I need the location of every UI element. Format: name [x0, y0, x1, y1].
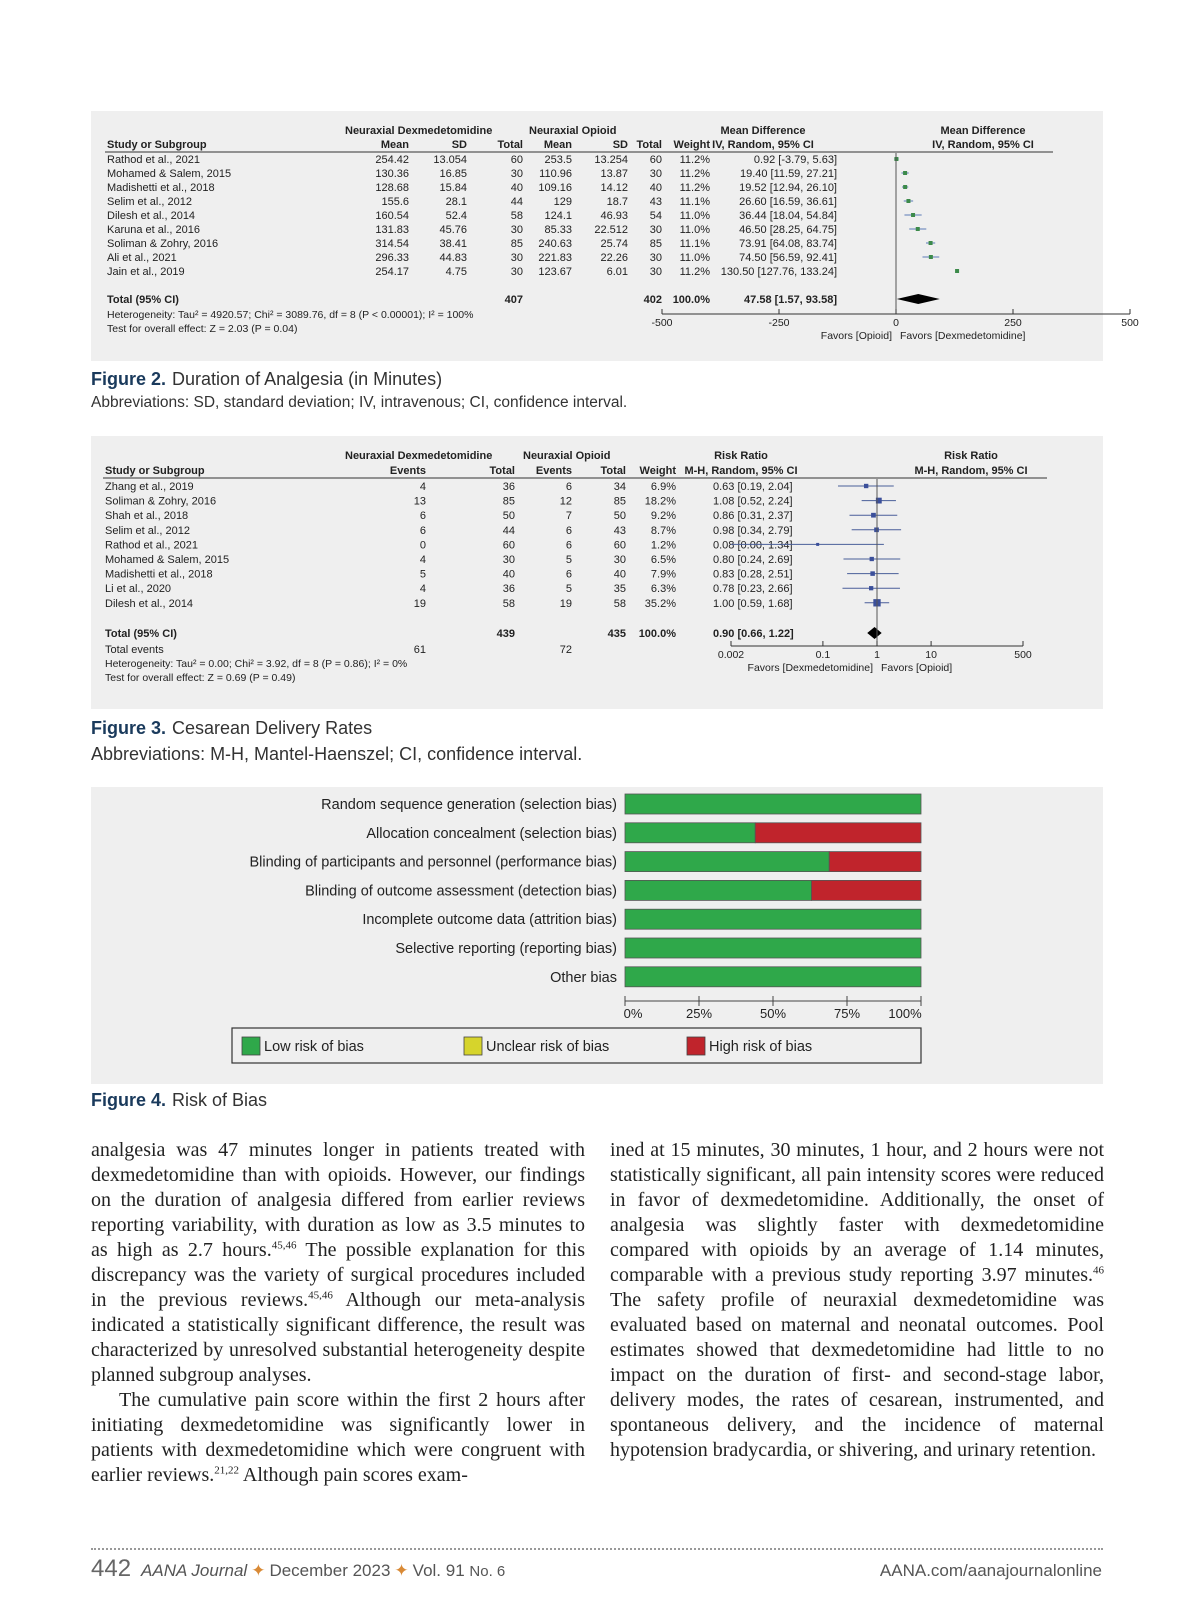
point-estimate: [955, 269, 959, 273]
table-cell: 85: [649, 238, 662, 250]
table-cell: 7.9%: [650, 568, 676, 581]
table-cell: 14.12: [600, 182, 628, 194]
page-number: 442: [91, 1555, 132, 1582]
table-cell: 35: [613, 583, 626, 596]
table-cell: 7: [565, 510, 572, 523]
figure-2-label: Figure 2.: [91, 369, 167, 389]
total-label: Total (95% CI): [105, 628, 177, 640]
table-cell: 8.7%: [650, 524, 676, 537]
table-cell: 5: [419, 568, 426, 581]
total-events-label: Total events: [105, 644, 164, 656]
table-cell: 109.16: [538, 182, 572, 194]
table-cell: 13.254: [594, 154, 628, 166]
table-cell: 25.74: [600, 238, 628, 250]
figure-2-forest-plot: [91, 111, 1139, 361]
table-cell: 296.33: [375, 252, 409, 264]
total-n1: 439: [496, 628, 515, 640]
table-cell: 6: [565, 539, 572, 552]
table-cell: 160.54: [375, 210, 409, 222]
overall-effect-stat: Test for overall effect: Z = 0.69 (P = 0.49): [105, 672, 296, 684]
table-cell: 4.75: [445, 266, 467, 278]
column-header: SD: [612, 139, 628, 151]
effect-cell: 74.50 [56.59, 92.41]: [739, 252, 837, 264]
point-estimate: [869, 586, 873, 590]
effect-cell: 130.50 [127.76, 133.24]: [720, 266, 837, 278]
effect-header: Risk Ratio: [714, 450, 768, 462]
journal-name: AANA Journal: [141, 1561, 248, 1580]
footer-url: AANA.com/aanajournalonline: [879, 1561, 1102, 1580]
figure-2-abbreviations: Abbreviations: SD, standard deviation; IV, intravenous; CI, confidence interval.: [91, 394, 628, 411]
figure-3-forest-plot: [91, 436, 1103, 709]
bar-segment: [625, 909, 921, 929]
table-cell: 44: [502, 524, 515, 537]
total-events-2: 72: [559, 644, 572, 656]
body-paragraph: [91, 1138, 585, 1388]
table-cell: 40: [502, 568, 515, 581]
effect-cell: 1.00 [0.59, 1.68]: [713, 597, 793, 610]
table-cell: 85: [510, 238, 523, 250]
x-tick-label: 1: [874, 649, 880, 661]
column-header: Total: [636, 139, 662, 151]
effect-cell: 46.50 [28.25, 64.75]: [739, 224, 837, 236]
total-weight: 100.0%: [672, 294, 710, 306]
column-header: SD: [451, 139, 467, 151]
table-cell: 46.93: [600, 210, 628, 222]
table-cell: 5: [565, 583, 572, 596]
table-cell: 40: [510, 182, 523, 194]
x-tick-label: 0%: [623, 1006, 643, 1021]
table-cell: 11.2%: [679, 182, 710, 194]
table-cell: 131.83: [375, 224, 409, 236]
x-tick-label: 50%: [759, 1006, 787, 1021]
overall-effect-stat: Test for overall effect: Z = 2.03 (P = 0.04): [107, 323, 298, 335]
point-estimate: [903, 171, 907, 175]
figure-3-title: Cesarean Delivery Rates: [172, 718, 373, 738]
table-cell: 30: [510, 252, 523, 264]
point-estimate: [870, 557, 874, 561]
figure-4-svg: [91, 787, 1103, 1084]
table-cell: 6: [419, 524, 426, 537]
column-header: Total: [497, 139, 523, 151]
citation: 45,46: [271, 1239, 297, 1252]
table-cell: 52.4: [445, 210, 467, 222]
effect-cell: 36.44 [18.04, 54.84]: [739, 210, 837, 222]
table-cell: 58: [502, 597, 515, 610]
category-label: Selective reporting (reporting bias): [395, 941, 617, 957]
table-cell: 254.42: [375, 154, 409, 166]
body-paragraph: [91, 1388, 585, 1488]
table-cell: 253.5: [544, 154, 572, 166]
table-cell: Soliman & Zohry, 2016: [105, 495, 217, 508]
heterogeneity-stat: Heterogeneity: Tau² = 0.00; Chi² = 3.92, df = 8 (P = 0.86); I² = 0%: [105, 658, 408, 670]
table-cell: 40: [649, 182, 662, 194]
effect-cell: 0.78 [0.23, 2.66]: [713, 583, 793, 596]
table-cell: Mohamed & Salem, 2015: [107, 168, 232, 180]
bar-segment: [625, 938, 921, 958]
x-tick-label: 0.1: [815, 649, 831, 661]
point-estimate: [871, 513, 876, 518]
text-run: Although pain scores exam-: [239, 1464, 468, 1486]
column-header: Mean: [543, 139, 572, 151]
column-header: Study or Subgroup: [105, 465, 205, 477]
table-cell: 19: [559, 597, 572, 610]
category-label: Other bias: [550, 969, 617, 986]
table-cell: 18.7: [606, 196, 628, 208]
table-cell: 11.0%: [679, 252, 710, 264]
effect-cell: 19.52 [12.94, 26.10]: [739, 182, 837, 194]
table-cell: 30: [510, 168, 523, 180]
table-cell: 43: [613, 524, 626, 537]
table-cell: 30: [510, 224, 523, 236]
table-cell: 35.2%: [644, 597, 676, 610]
table-cell: 34: [613, 481, 626, 493]
favors-left: Favors [Dexmedetomidine]: [747, 662, 873, 674]
effect-cell: 0.83 [0.28, 2.51]: [713, 568, 793, 581]
group-header: Neuraxial Opioid: [529, 125, 617, 137]
table-cell: Dilesh et al., 2014: [105, 597, 194, 610]
total-weight: 100.0%: [638, 628, 676, 640]
table-cell: Li et al., 2020: [105, 583, 172, 596]
table-cell: 240.63: [538, 238, 572, 250]
total-effect: 47.58 [1.57, 93.58]: [744, 294, 837, 306]
table-cell: Rathod et al., 2021: [107, 154, 200, 166]
table-cell: 11.2%: [679, 154, 710, 166]
column-header: Study or Subgroup: [107, 139, 207, 151]
total-label: Total (95% CI): [107, 294, 179, 306]
table-cell: 5: [565, 554, 572, 566]
x-tick-label: 0.002: [717, 649, 745, 661]
table-cell: 22.26: [600, 252, 628, 264]
table-cell: 9.2%: [650, 510, 676, 523]
summary-diamond: [867, 627, 881, 639]
table-cell: 30: [502, 554, 515, 566]
table-cell: 36: [502, 583, 515, 596]
table-cell: Rathod et al., 2021: [105, 539, 198, 552]
table-cell: 6: [419, 510, 426, 523]
table-cell: 60: [510, 154, 523, 166]
effect-cell: 1.08 [0.52, 2.24]: [713, 495, 793, 508]
table-cell: 130.36: [375, 168, 409, 180]
table-cell: 13.054: [433, 154, 467, 166]
figure-2-title: Duration of Analgesia (in Minutes): [172, 369, 443, 389]
x-tick-label: 250: [1004, 317, 1022, 329]
table-cell: 50: [613, 510, 626, 523]
table-cell: 60: [502, 539, 515, 552]
effect-cell: 0.98 [0.34, 2.79]: [713, 524, 793, 537]
point-estimate: [911, 213, 915, 217]
table-cell: Karuna et al., 2016: [107, 224, 200, 236]
table-cell: Selim et al., 2012: [107, 196, 192, 208]
table-cell: 38.41: [439, 238, 467, 250]
text-run: The possible explanation for this discrepancy was the variety of surgical procedures included in the previous reviews.: [91, 1239, 585, 1311]
effect-header: IV, Random, 95% CI: [712, 139, 814, 151]
citation: 21,22: [214, 1464, 240, 1477]
total-n1: 407: [504, 294, 523, 306]
effect-cell: 0.86 [0.31, 2.37]: [713, 510, 793, 523]
text-run: analgesia was 47 minutes longer in patients treated with dexmedetomidine than with opioids. However, our findings on the duration of analgesia differed from earlier reviews reporting variability, with duration as low as 3.5 minutes to as high as 2.7 hours.: [91, 1139, 585, 1261]
total-n2: 402: [643, 294, 662, 306]
legend-swatch: [687, 1037, 705, 1055]
point-estimate: [929, 241, 933, 245]
table-cell: 11.2%: [679, 168, 710, 180]
x-tick-label: -500: [651, 317, 673, 329]
effect-cell: 0.63 [0.19, 2.04]: [713, 481, 793, 493]
diamond-icon: ✦: [251, 1561, 266, 1580]
table-cell: 30: [649, 252, 662, 264]
favors-right: Favors [Dexmedetomidine]: [900, 330, 1026, 342]
table-cell: 60: [613, 539, 626, 552]
group-header: Neuraxial Opioid: [523, 450, 611, 462]
bar-segment: [625, 852, 829, 872]
table-cell: 11.0%: [679, 224, 710, 236]
point-estimate: [903, 185, 907, 189]
table-cell: Dilesh et al., 2014: [107, 210, 196, 222]
footer-left: [91, 1555, 505, 1583]
table-cell: 6.9%: [650, 481, 676, 493]
table-cell: Selim et al., 2012: [105, 524, 190, 537]
x-tick-label: 75%: [833, 1006, 861, 1021]
figure-4-risk-of-bias-chart: [91, 787, 1103, 1084]
table-cell: 44.83: [439, 252, 467, 264]
table-cell: 44: [510, 196, 523, 208]
table-cell: 12: [559, 495, 572, 508]
column-header: Events: [389, 465, 426, 477]
legend-label: Unclear risk of bias: [486, 1039, 610, 1055]
table-cell: 18.2%: [644, 495, 676, 508]
column-header: Weight: [639, 465, 676, 477]
table-cell: 85.33: [544, 224, 572, 236]
table-cell: Madishetti et al., 2018: [107, 182, 215, 194]
table-cell: 30: [649, 224, 662, 236]
figure-2-svg: [91, 111, 1139, 361]
plot-header: M-H, Random, 95% CI: [914, 465, 1028, 477]
x-tick-label: 100%: [888, 1006, 922, 1021]
figure-3-caption: [91, 718, 372, 739]
point-estimate: [864, 484, 868, 488]
effect-cell: 19.40 [11.59, 27.21]: [739, 168, 837, 180]
x-tick-label: -250: [768, 317, 790, 329]
table-cell: 85: [502, 495, 515, 508]
total-n2: 435: [607, 628, 626, 640]
effect-cell: 0.08 [0.00, 1.34]: [713, 539, 793, 552]
bar-segment: [829, 852, 921, 872]
issue-number: No. 6: [469, 1563, 506, 1580]
table-cell: Soliman & Zohry, 2016: [107, 238, 219, 250]
table-cell: 11.2%: [679, 266, 710, 278]
group-header: Neuraxial Dexmedetomidine: [345, 125, 493, 137]
text-run: The cumulative pain score within the first 2 hours after initiating dexmedetomidine was significantly lower in patients with dexmedetomidine which were congruent with earlier reviews.: [91, 1389, 585, 1486]
category-label: Allocation concealment (selection bias): [366, 825, 617, 842]
bar-segment: [625, 880, 811, 900]
x-tick-label: 25%: [685, 1006, 713, 1021]
citation: 45,46: [308, 1289, 333, 1302]
plot-header: Risk Ratio: [944, 450, 998, 462]
table-cell: 254.17: [375, 266, 409, 278]
table-cell: 54: [649, 210, 662, 222]
x-tick-label: 0: [893, 317, 899, 329]
favors-left: Favors [Opioid]: [820, 330, 892, 342]
x-tick-label: 10: [925, 649, 937, 661]
table-cell: 28.1: [445, 196, 467, 208]
effect-cell: 0.80 [0.24, 2.69]: [713, 554, 793, 566]
figure-3-abbreviations: Abbreviations: M-H, Mantel-Haenszel; CI, confidence interval.: [91, 744, 583, 764]
table-cell: 6: [565, 524, 572, 537]
figure-4-title: Risk of Bias: [172, 1090, 268, 1110]
citation: 46: [1093, 1264, 1104, 1277]
column-header: Events: [535, 465, 572, 477]
table-cell: 11.1%: [679, 196, 710, 208]
legend-swatch: [464, 1037, 482, 1055]
table-cell: 13: [413, 495, 426, 508]
table-cell: 15.84: [439, 182, 467, 194]
x-tick-label: 500: [1014, 649, 1032, 661]
point-estimate: [929, 255, 933, 259]
table-cell: Mohamed & Salem, 2015: [105, 554, 230, 566]
x-tick-label: 500: [1121, 317, 1139, 329]
effect-cell: 73.91 [64.08, 83.74]: [739, 238, 837, 250]
body-paragraph: [610, 1138, 1104, 1463]
table-cell: 314.54: [375, 238, 409, 250]
point-estimate: [906, 199, 910, 203]
bar-segment: [811, 880, 921, 900]
legend-label: High risk of bias: [709, 1039, 813, 1055]
table-cell: 58: [510, 210, 523, 222]
table-cell: 110.96: [539, 168, 572, 180]
table-cell: 6.01: [606, 266, 628, 278]
bar-segment: [755, 823, 921, 843]
volume: Vol. 91: [412, 1561, 465, 1580]
point-estimate: [816, 543, 819, 546]
point-estimate: [870, 571, 875, 576]
table-cell: 1.2%: [650, 539, 676, 552]
text-run: ined at 15 minutes, 30 minutes, 1 hour, and 2 hours were not statistically significant, all pain intensity scores were reduced in favor of dexmedetomidine. Additionally, the onset of analgesia was slightly faster with dexmedetomidine compared with opioids by an average of 1.14 minutes, comparable with a previous study reporting 3.97 minutes.: [610, 1139, 1104, 1286]
table-cell: 155.6: [381, 196, 409, 208]
table-cell: 6: [565, 568, 572, 581]
table-cell: 221.83: [538, 252, 572, 264]
category-label: Incomplete outcome data (attrition bias): [362, 912, 617, 929]
diamond-icon: ✦: [394, 1561, 409, 1580]
table-cell: 45.76: [439, 224, 467, 236]
bar-segment: [625, 967, 921, 987]
figure-3-svg: [91, 436, 1103, 709]
table-cell: 60: [649, 154, 662, 166]
table-cell: 0: [419, 539, 426, 552]
column-header: Total: [489, 465, 515, 477]
table-cell: Shah et al., 2018: [105, 510, 189, 523]
table-cell: 16.85: [439, 168, 467, 180]
table-cell: 50: [502, 510, 515, 523]
text-run: The safety profile of neuraxial dexmedetomidine was evaluated based on maternal and neonatal outcomes. Pool estimates showed that dexmedetomidine had little to no impact on the duration of first- and second-stage labor, delivery modes, the rates of cesarean, instrumented, and spontaneous delivery, and the incidence of maternal hypotension bradycardia, or shivering, and urinary retention.: [610, 1289, 1104, 1461]
point-estimate: [916, 227, 920, 231]
figure-4-caption: [91, 1090, 267, 1111]
table-cell: 43: [649, 196, 662, 208]
body-left-column: [91, 1138, 585, 1488]
table-cell: 22.512: [594, 224, 628, 236]
total-events-1: 61: [413, 644, 426, 656]
body-right-column: [610, 1138, 1104, 1463]
table-cell: 58: [613, 597, 626, 610]
summary-diamond: [897, 294, 940, 304]
table-cell: 11.1%: [679, 238, 710, 250]
table-cell: 128.68: [375, 182, 409, 194]
figure-4-label: Figure 4.: [91, 1090, 167, 1110]
table-cell: 4: [419, 583, 426, 596]
column-header: Total: [600, 465, 626, 477]
effect-cell: 26.60 [16.59, 36.61]: [739, 196, 837, 208]
table-cell: 6: [565, 481, 572, 493]
table-cell: 11.0%: [679, 210, 710, 222]
group-header: Neuraxial Dexmedetomidine: [345, 450, 493, 462]
table-cell: 85: [613, 495, 626, 508]
category-label: Blinding of participants and personnel (performance bias): [249, 854, 617, 871]
table-cell: 30: [510, 266, 523, 278]
table-cell: 4: [419, 554, 426, 566]
plot-header: IV, Random, 95% CI: [932, 139, 1034, 151]
plot-header: Mean Difference: [940, 125, 1026, 137]
footer-divider: [91, 1548, 1103, 1550]
figure-3-label: Figure 3.: [91, 718, 167, 738]
bar-segment: [625, 794, 921, 814]
effect-header: Mean Difference: [720, 125, 806, 137]
figure-2-caption: [91, 369, 442, 390]
legend-swatch: [242, 1037, 260, 1055]
table-cell: 30: [613, 554, 626, 566]
table-cell: 30: [649, 168, 662, 180]
effect-header: M-H, Random, 95% CI: [684, 465, 798, 477]
table-cell: 124.1: [544, 210, 572, 222]
bar-segment: [625, 823, 755, 843]
table-cell: Madishetti et al., 2018: [105, 568, 213, 581]
category-label: Random sequence generation (selection bias): [321, 797, 617, 813]
table-cell: 123.67: [538, 266, 572, 278]
issue-date: December 2023: [269, 1561, 391, 1580]
text-run: Although our meta-analysis indicated a statistically significant difference, the result was characterized by unresolved substantial heterogeneity despite planned subgroup analyses.: [91, 1289, 585, 1386]
table-cell: Jain et al., 2019: [107, 266, 185, 278]
legend-label: Low risk of bias: [264, 1039, 364, 1055]
table-cell: 13.87: [600, 168, 628, 180]
table-cell: 6.5%: [650, 554, 676, 566]
column-header: Mean: [380, 139, 409, 151]
table-cell: 6.3%: [650, 583, 676, 596]
table-cell: 4: [419, 481, 426, 493]
column-header: Weight: [673, 139, 710, 151]
effect-cell: 0.92 [-3.79, 5.63]: [753, 154, 837, 166]
total-effect: 0.90 [0.66, 1.22]: [713, 628, 794, 640]
table-cell: Zhang et al., 2019: [105, 481, 194, 493]
table-cell: 129: [553, 196, 572, 208]
favors-right: Favors [Opioid]: [881, 662, 953, 674]
category-label: Blinding of outcome assessment (detection bias): [305, 883, 617, 900]
table-cell: 36: [502, 481, 515, 493]
table-cell: 40: [613, 568, 626, 581]
table-cell: 19: [413, 597, 426, 610]
table-cell: Ali et al., 2021: [107, 252, 177, 264]
heterogeneity-stat: Heterogeneity: Tau² = 4920.57; Chi² = 3089.76, df = 8 (P < 0.00001); I² = 100%: [107, 309, 474, 321]
table-cell: 30: [649, 266, 662, 278]
